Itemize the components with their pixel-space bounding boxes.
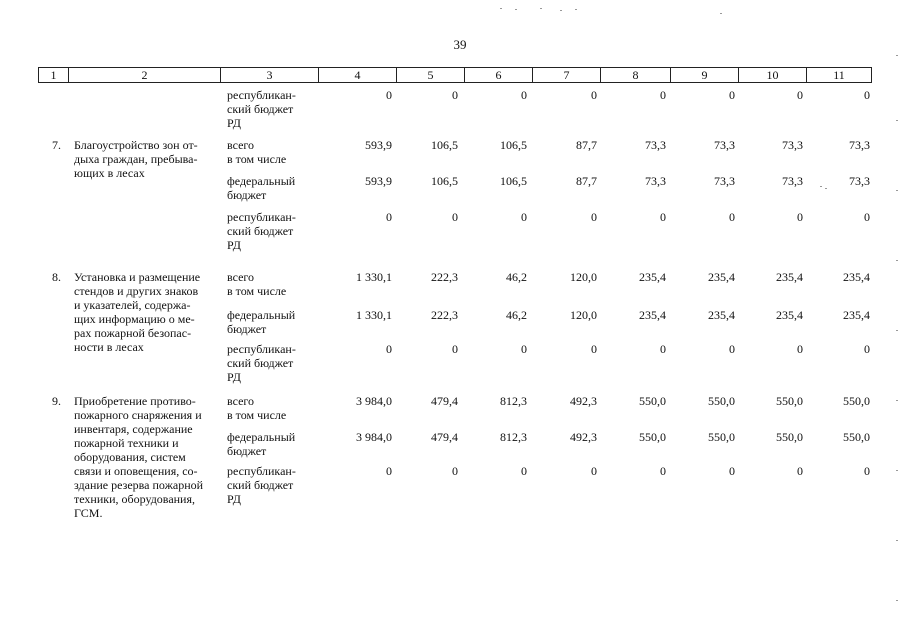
row-1-sub-1-value-col-5: 106,5 <box>431 138 458 152</box>
row-1-sub-3-value-col-4: 0 <box>386 210 392 224</box>
row-3-sub-1-value-col-7: 492,3 <box>570 394 597 408</box>
row-2-sub-2-value-col-5: 222,3 <box>431 308 458 322</box>
row-3-sub-2-value-col-8: 550,0 <box>639 430 666 444</box>
row-1-sub-1-value-col-7: 87,7 <box>576 138 597 152</box>
header-cell-10: 10 <box>738 68 806 82</box>
page-number: 39 <box>453 37 467 52</box>
row-2-sub-2-value-col-10: 235,4 <box>776 308 803 322</box>
row-3-sub-3-funding-type: республикан- ский бюджет РД <box>227 464 296 506</box>
row-3-sub-3-value-col-10: 0 <box>797 464 803 478</box>
scan-speck <box>896 600 898 601</box>
row-2-sub-1-value-col-11: 235,4 <box>843 270 870 284</box>
row-1-sub-3-funding-type: республикан- ский бюджет РД <box>227 210 296 252</box>
row-1-sub-3-value-col-5: 0 <box>452 210 458 224</box>
row-3-sub-3-value-col-8: 0 <box>660 464 666 478</box>
continuation-row-funding-type: республикан- ский бюджет РД <box>227 88 296 130</box>
table-header-bottom-border <box>38 82 872 83</box>
row-2-sub-1-value-col-6: 46,2 <box>506 270 527 284</box>
row-3-sub-2-value-col-6: 812,3 <box>500 430 527 444</box>
scan-speck <box>896 120 898 121</box>
row-2-sub-2-value-col-8: 235,4 <box>639 308 666 322</box>
header-cell-2: 2 <box>68 68 220 82</box>
header-cell-5: 5 <box>396 68 464 82</box>
row-1-sub-1-value-col-8: 73,3 <box>645 138 666 152</box>
row-1-sub-2-value-col-5: 106,5 <box>431 174 458 188</box>
row-1-sub-1-value-col-9: 73,3 <box>714 138 735 152</box>
row-3-sub-1-value-col-10: 550,0 <box>776 394 803 408</box>
row-3-sub-1-value-col-9: 550,0 <box>708 394 735 408</box>
row-1-sub-1-funding-type: всего в том числе <box>227 138 287 166</box>
row-3-sub-2-funding-type: федеральный бюджет <box>227 430 296 458</box>
row-3-sub-2-value-col-7: 492,3 <box>570 430 597 444</box>
scan-speck <box>515 9 517 10</box>
row-3-sub-2-value-col-5: 479,4 <box>431 430 458 444</box>
row-3-number: 9. <box>52 394 61 408</box>
row-2-sub-3-value-col-6: 0 <box>521 342 527 356</box>
row-1-sub-2-value-col-10: 73,3 <box>782 174 803 188</box>
row-2-sub-1-value-col-8: 235,4 <box>639 270 666 284</box>
scan-speck <box>896 400 898 401</box>
row-2-number: 8. <box>52 270 61 284</box>
row-1-sub-2-value-col-4: 593,9 <box>365 174 392 188</box>
row-2-sub-1-value-col-4: 1 330,1 <box>356 270 392 284</box>
row-3-sub-1-funding-type: всего в том числе <box>227 394 287 422</box>
row-3-sub-1-value-col-11: 550,0 <box>843 394 870 408</box>
row-2-sub-2-value-col-9: 235,4 <box>708 308 735 322</box>
row-3-sub-2-value-col-4: 3 984,0 <box>356 430 392 444</box>
scan-speck <box>896 470 898 471</box>
row-2-sub-2-funding-type: федеральный бюджет <box>227 308 296 336</box>
row-3-sub-3-value-col-11: 0 <box>864 464 870 478</box>
row-2-sub-1-value-col-7: 120,0 <box>570 270 597 284</box>
scan-speck <box>896 540 898 541</box>
scan-speck <box>896 330 898 331</box>
row-2-sub-3-value-col-9: 0 <box>729 342 735 356</box>
continuation-row-value-col-11: 0 <box>864 88 870 102</box>
row-2-sub-3-value-col-11: 0 <box>864 342 870 356</box>
continuation-row-value-col-8: 0 <box>660 88 666 102</box>
row-3-sub-3-value-col-7: 0 <box>591 464 597 478</box>
row-3-sub-2-value-col-10: 550,0 <box>776 430 803 444</box>
continuation-row-value-col-7: 0 <box>591 88 597 102</box>
header-cell-9: 9 <box>670 68 738 82</box>
row-2-sub-3-value-col-10: 0 <box>797 342 803 356</box>
row-2-sub-2-value-col-7: 120,0 <box>570 308 597 322</box>
scan-speck <box>896 190 898 191</box>
row-2-sub-2-value-col-11: 235,4 <box>843 308 870 322</box>
row-1-sub-1-value-col-4: 593,9 <box>365 138 392 152</box>
row-2-sub-1-value-col-10: 235,4 <box>776 270 803 284</box>
continuation-row-value-col-9: 0 <box>729 88 735 102</box>
header-cell-6: 6 <box>464 68 532 82</box>
row-3-sub-1-value-col-5: 479,4 <box>431 394 458 408</box>
header-cell-4: 4 <box>318 68 396 82</box>
row-1-sub-2-funding-type: федеральный бюджет <box>227 174 296 202</box>
row-2-sub-2-value-col-4: 1 330,1 <box>356 308 392 322</box>
row-1-sub-3-value-col-11: 0 <box>864 210 870 224</box>
row-3-sub-3-value-col-5: 0 <box>452 464 458 478</box>
row-1-sub-3-value-col-6: 0 <box>521 210 527 224</box>
scan-speck <box>896 55 898 56</box>
row-3-sub-3-value-col-4: 0 <box>386 464 392 478</box>
scan-speck <box>575 9 577 10</box>
row-3-sub-1-value-col-8: 550,0 <box>639 394 666 408</box>
header-cell-11: 11 <box>806 68 872 82</box>
header-cell-8: 8 <box>600 68 670 82</box>
row-1-sub-1-value-col-10: 73,3 <box>782 138 803 152</box>
scan-speck <box>540 8 542 9</box>
row-2-sub-2-value-col-6: 46,2 <box>506 308 527 322</box>
scan-speck <box>560 10 562 11</box>
continuation-row-value-col-5: 0 <box>452 88 458 102</box>
row-3-sub-2-value-col-11: 550,0 <box>843 430 870 444</box>
row-1-sub-3-value-col-8: 0 <box>660 210 666 224</box>
scan-speck <box>500 8 502 9</box>
row-1-sub-2-value-col-7: 87,7 <box>576 174 597 188</box>
row-3-sub-3-value-col-9: 0 <box>729 464 735 478</box>
row-2-sub-1-value-col-9: 235,4 <box>708 270 735 284</box>
row-2-sub-3-funding-type: республикан- ский бюджет РД <box>227 342 296 384</box>
continuation-row-value-col-4: 0 <box>386 88 392 102</box>
scan-speck <box>825 188 827 189</box>
row-1-sub-2-value-col-11: 73,3 <box>849 174 870 188</box>
continuation-row-value-col-6: 0 <box>521 88 527 102</box>
row-1-sub-1-value-col-6: 106,5 <box>500 138 527 152</box>
row-3-sub-3-value-col-6: 0 <box>521 464 527 478</box>
header-cell-7: 7 <box>532 68 600 82</box>
row-3-name: Приобретение противо- пожарного снаряжения и инвентаря, содержание пожарной техники и оборудования, систем связи и оповещения, со- здание резерва пожарной техники, оборудования, ГСМ. <box>74 394 204 520</box>
header-cell-1: 1 <box>38 68 68 82</box>
row-1-sub-3-value-col-7: 0 <box>591 210 597 224</box>
row-3-sub-1-value-col-4: 3 984,0 <box>356 394 392 408</box>
scan-speck <box>896 260 898 261</box>
row-1-sub-1-value-col-11: 73,3 <box>849 138 870 152</box>
continuation-row-value-col-10: 0 <box>797 88 803 102</box>
row-1-sub-2-value-col-9: 73,3 <box>714 174 735 188</box>
scan-speck <box>820 186 822 187</box>
row-1-sub-3-value-col-10: 0 <box>797 210 803 224</box>
row-1-number: 7. <box>52 138 61 152</box>
row-1-sub-2-value-col-8: 73,3 <box>645 174 666 188</box>
row-1-sub-3-value-col-9: 0 <box>729 210 735 224</box>
row-3-sub-1-value-col-6: 812,3 <box>500 394 527 408</box>
scan-speck <box>720 13 722 14</box>
row-2-sub-1-funding-type: всего в том числе <box>227 270 287 298</box>
row-2-sub-3-value-col-7: 0 <box>591 342 597 356</box>
row-2-sub-3-value-col-8: 0 <box>660 342 666 356</box>
row-1-sub-2-value-col-6: 106,5 <box>500 174 527 188</box>
row-2-name: Установка и размещение стендов и других знаков и указателей, содержа- щих информацию о ме- рах пожарной безопас- ности в лесах <box>74 270 201 354</box>
row-2-sub-3-value-col-4: 0 <box>386 342 392 356</box>
row-2-sub-1-value-col-5: 222,3 <box>431 270 458 284</box>
row-1-name: Благоустройство зон от- дыха граждан, пребыва- ющих в лесах <box>74 138 198 180</box>
row-2-sub-3-value-col-5: 0 <box>452 342 458 356</box>
row-3-sub-2-value-col-9: 550,0 <box>708 430 735 444</box>
header-cell-3: 3 <box>220 68 318 82</box>
